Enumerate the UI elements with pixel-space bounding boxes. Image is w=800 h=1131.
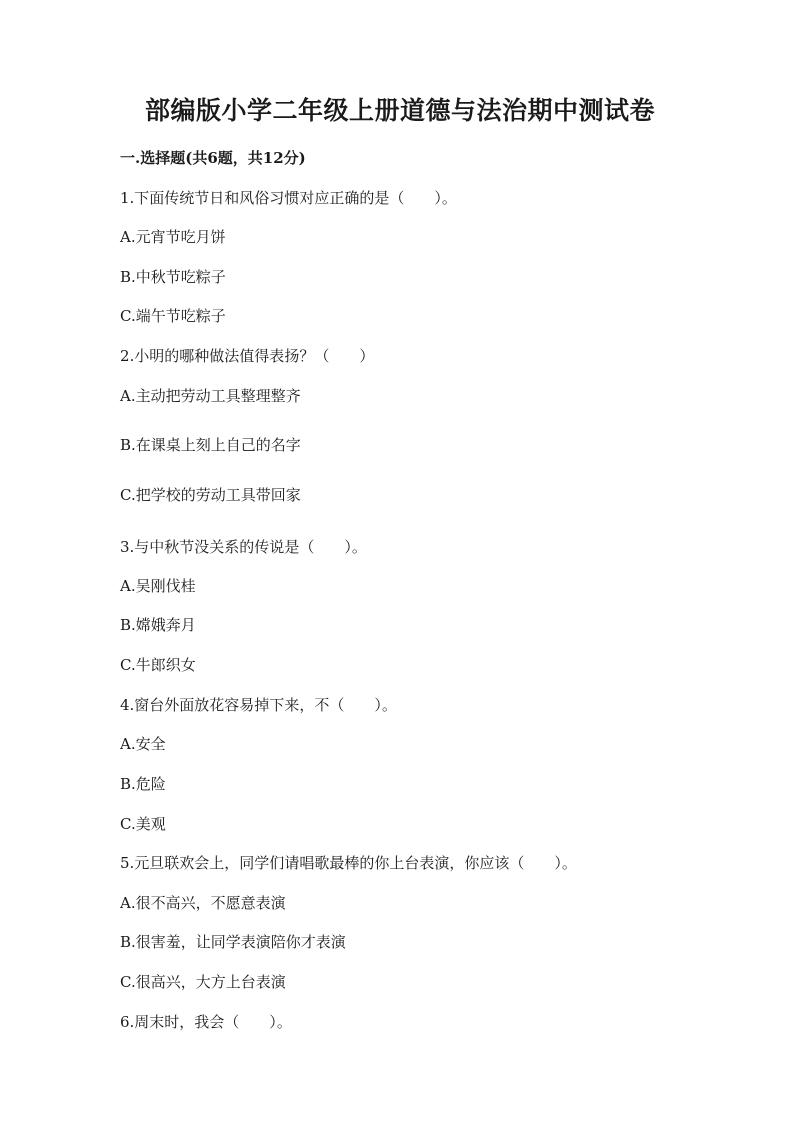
question-2-option-b: B.在课桌上刻上自己的名字 (120, 436, 301, 454)
question-3-option-a: A.吴刚伐桂 (120, 577, 196, 595)
question-3-option-c: C.牛郎织女 (120, 656, 196, 674)
question-1-stem: 1.下面传统节日和风俗习惯对应正确的是（ ）。 (120, 189, 457, 207)
question-5-option-a: A.很不高兴，不愿意表演 (120, 894, 286, 912)
question-4-stem: 4.窗台外面放花容易掉下来，不（ ）。 (120, 696, 397, 714)
question-5-option-c: C.很高兴，大方上台表演 (120, 973, 286, 991)
question-1-option-c: C.端午节吃粽子 (120, 307, 226, 325)
question-5-option-b: B.很害羞，让同学表演陪你才表演 (120, 933, 346, 951)
question-3-option-b: B.嫦娥奔月 (120, 616, 196, 634)
question-2-stem: 2.小明的哪种做法值得表扬？（ ） (120, 347, 375, 365)
question-4-option-b: B.危险 (120, 775, 166, 793)
question-2-option-c: C.把学校的劳动工具带回家 (120, 486, 301, 504)
question-3-stem: 3.与中秋节没关系的传说是（ ）。 (120, 538, 367, 556)
question-6-stem: 6.周末时，我会（ ）。 (120, 1013, 292, 1031)
question-4-option-c: C.美观 (120, 815, 166, 833)
question-2-option-a: A.主动把劳动工具整理整齐 (120, 387, 301, 405)
question-4-option-a: A.安全 (120, 735, 166, 753)
question-1-option-b: B.中秋节吃粽子 (120, 268, 226, 286)
question-1-option-a: A.元宵节吃月饼 (120, 228, 226, 246)
question-5-stem: 5.元旦联欢会上，同学们请唱歌最棒的你上台表演，你应该（ ）。 (120, 854, 577, 872)
document-title: 部编版小学二年级上册道德与法治期中测试卷 (144, 96, 655, 125)
section-heading: 一.选择题(共6题，共12分) (120, 149, 306, 167)
